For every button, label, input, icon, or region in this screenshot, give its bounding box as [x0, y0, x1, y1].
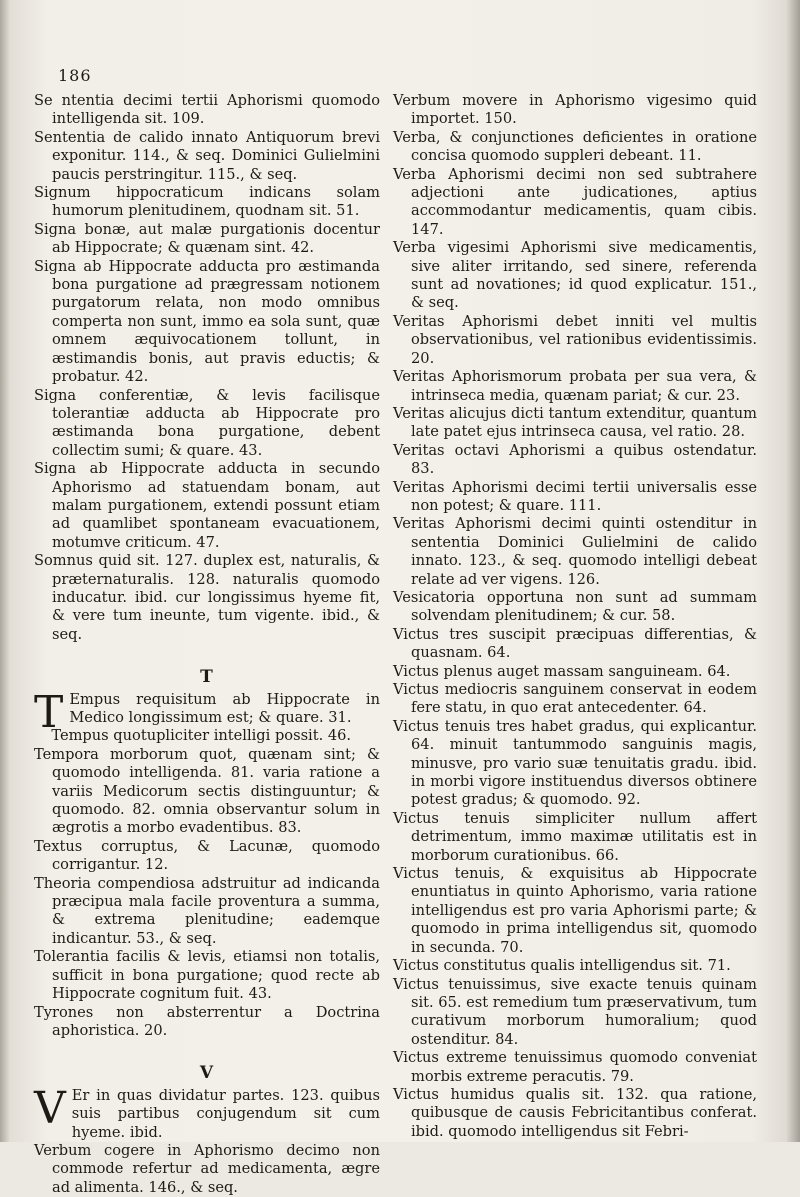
index-entry: Victus tenuis simpliciter nullum affert detrimentum, immo maximæ utilitatis est in morborum curationibus. 66.: [393, 809, 757, 864]
index-entry: Verba vigesimi Aphorismi sive medicamentis, sive aliter irritando, sed sinere, referenda sunt ad novationes; id quod explicatur. 151., & seq.: [393, 239, 757, 312]
index-entry: Signum hippocraticum indicans solam humorum plenitudinem, quodnam sit. 51.: [34, 184, 380, 220]
index-entry: Verbum cogere in Aphorismo decimo non commode refertur ad medicamenta, ægre ad alimenta. 146., & seq.: [34, 1141, 380, 1196]
index-entry: Veritas Aphorismi decimi tertii universalis esse non potest; & quare. 111.: [393, 478, 757, 514]
v-entries-continued: [393, 92, 757, 1141]
index-entry: Vesicatoria opportuna non sunt ad summam solvendam plenitudinem; & cur. 58.: [393, 588, 757, 625]
index-entry: Victus mediocris sanguinem conservat in eodem fere statu, in quo erat antecedenter. 64.: [393, 681, 757, 717]
index-entry: Victus constitutus qualis intelligendus sit. 71.: [393, 957, 731, 975]
index-entry: Veritas octavi Aphorismi a quibus ostendatur. 83.: [393, 441, 757, 478]
index-entry: Veritas Aphorismi debet inniti vel multis observationibus, vel rationibus evidentissimis. 20.: [393, 312, 757, 367]
page-number: 186: [58, 66, 92, 85]
page-right-shadow: [786, 0, 800, 1142]
index-entry: Veritas Aphorismi decimi quinti ostenditur in sententia Dominici Gulielmini de calido innato. 123., & seq. quomodo intelligi debeat relate ad ver vigens. 126.: [393, 515, 757, 588]
index-entry: Victus tenuissimus, sive exacte tenuis quinam sit. 65. est remedium tum præservativum, tum curativum morborum humoralium; quod ostenditur. 84.: [393, 975, 757, 1048]
index-entry: Victus tenuis, & exquisitus ab Hippocrate enuntiatus in quinto Aphorismo, varia ratione intelligendus est pro varia Aphorismi parte; & quomodo in prima intelligendus sit, quomodo in secunda. 70.: [393, 865, 757, 956]
index-entry: Verba, & conjunctiones deficientes in oratione concisa quomodo suppleri debeant. 11.: [393, 128, 757, 165]
index-entry: Er in quas dividatur partes. 123. quibus suis partibus conjugendum sit cum hyeme. ibid.: [71, 1086, 380, 1141]
index-entry: Victus tenuis tres habet gradus, qui explicantur. 64. minuit tantummodo sanguinis magis, minusve, pro vario suæ tenuitatis gradu. ibid. in morbi vigore instituendus diversos obtinere potest gradus; & quomodo. 92.: [393, 717, 757, 809]
index-entry: Empus requisitum ab Hippocrate in Medico longissimum est; & quare. 31.: [69, 690, 380, 726]
dropcap-v: V: [34, 1082, 66, 1134]
v-entries: [34, 1142, 380, 1197]
v-first-entry: [34, 1082, 380, 1142]
index-column-left: [34, 92, 380, 1197]
index-entry: Signa ab Hippocrate adducta in secundo Aphorismo ad statuendam bonam, aut malam purgationem, extendi possunt etiam ad quamlibet spontaneam evacuationem, motumve criticum. 47.: [34, 460, 380, 551]
index-entry: Signa conferentiæ, & levis facilisque tolerantiæ adducta ab Hippocrate pro æstimanda bona purgatione, debent collectim sumi; & quare. 43.: [34, 386, 380, 459]
s-entries: [34, 92, 380, 644]
index-entry: Victus tres suscipit præcipuas differentias, & quasnam. 64.: [393, 625, 757, 662]
index-entry: Tempus quotupliciter intelligi possit. 46.: [51, 727, 352, 745]
page-left-shadow: [0, 0, 10, 1142]
index-entry: Tyrones non absterrentur a Doctrina aphoristica. 20.: [34, 1003, 380, 1039]
dropcap-t: T: [34, 686, 64, 738]
section-letter-t: T: [200, 667, 214, 688]
t-entries: [34, 727, 380, 1040]
index-entry: Sententia de calido innato Antiquorum brevi exponitur. 114., & seq. Dominici Gulielmini paucis perstringitur. 115., & seq.: [34, 128, 380, 183]
section-letter-v: V: [199, 1063, 215, 1084]
index-entry: Veritas Aphorismorum probata per sua vera, & intrinseca media, quænam pariat; & cur. 23.: [393, 368, 757, 404]
index-entry: Textus corruptus, & Lacunæ, quomodo corrigantur. 12.: [34, 837, 380, 874]
index-entry: Tempora morborum quot, quænam sint; & quomodo intelligenda. 81. varia ratione a variis Medicorum sectis distinguuntur; & quomodo. 82. omnia observantur solum in ægrotis a morbo evadentibus. 83.: [34, 745, 380, 837]
index-entry: Verba Aphorismi decimi non sed subtrahere adjectioni ante judicationes, aptius accommodantur medicamentis, quam cibis. 147.: [393, 165, 757, 238]
index-entry: Victus plenus auget massam sanguineam. 64.: [393, 662, 731, 680]
index-entry: Victus extreme tenuissimus quomodo conveniat morbis extreme peracutis. 79.: [393, 1049, 757, 1085]
index-entry: Signa ab Hippocrate adducta pro æstimanda bona purgatione ad prægressam notionem purgatorum relata, non modo omnibus comperta non sunt, immo ea sola sunt, quæ omnem æquivocationem tollunt, in æstimandis bonis, aut pravis eductis; & probatur. 42.: [34, 257, 380, 386]
index-entry: Veritas alicujus dicti tantum extenditur, quantum late patet ejus intrinseca causa, vel ratio. 28.: [393, 404, 757, 441]
index-entry: Se ntentia decimi tertii Aphorismi quomodo intelligenda sit. 109.: [34, 92, 380, 128]
index-entry: Theoria compendiosa adstruitur ad indicanda præcipua mala facile proventura a summa, & extrema plenitudine; eademque indicantur. 53., & seq.: [34, 874, 380, 947]
index-entry: Victus humidus qualis sit. 132. qua ratione, quibusque de causis Febricitantibus conferat. ibid. quomodo intelligendus sit Febri-: [393, 1085, 757, 1140]
index-column-right: [393, 92, 757, 1141]
index-entry: Somnus quid sit. 127. duplex est, naturalis, & præternaturalis. 128. naturalis quomodo inducatur. ibid. cur longissimus hyeme fit, & vere tum ineunte, tum vigente. ibid., & seq.: [34, 552, 380, 643]
index-entry: Tolerantia facilis & levis, etiamsi non totalis, sufficit in bona purgatione; quod recte ab Hippocrate cognitum fuit. 43.: [34, 948, 380, 1003]
index-entry: Signa bonæ, aut malæ purgationis docentur ab Hippocrate; & quænam sint. 42.: [34, 220, 380, 257]
index-entry: Verbum movere in Aphorismo vigesimo quid importet. 150.: [393, 92, 757, 128]
